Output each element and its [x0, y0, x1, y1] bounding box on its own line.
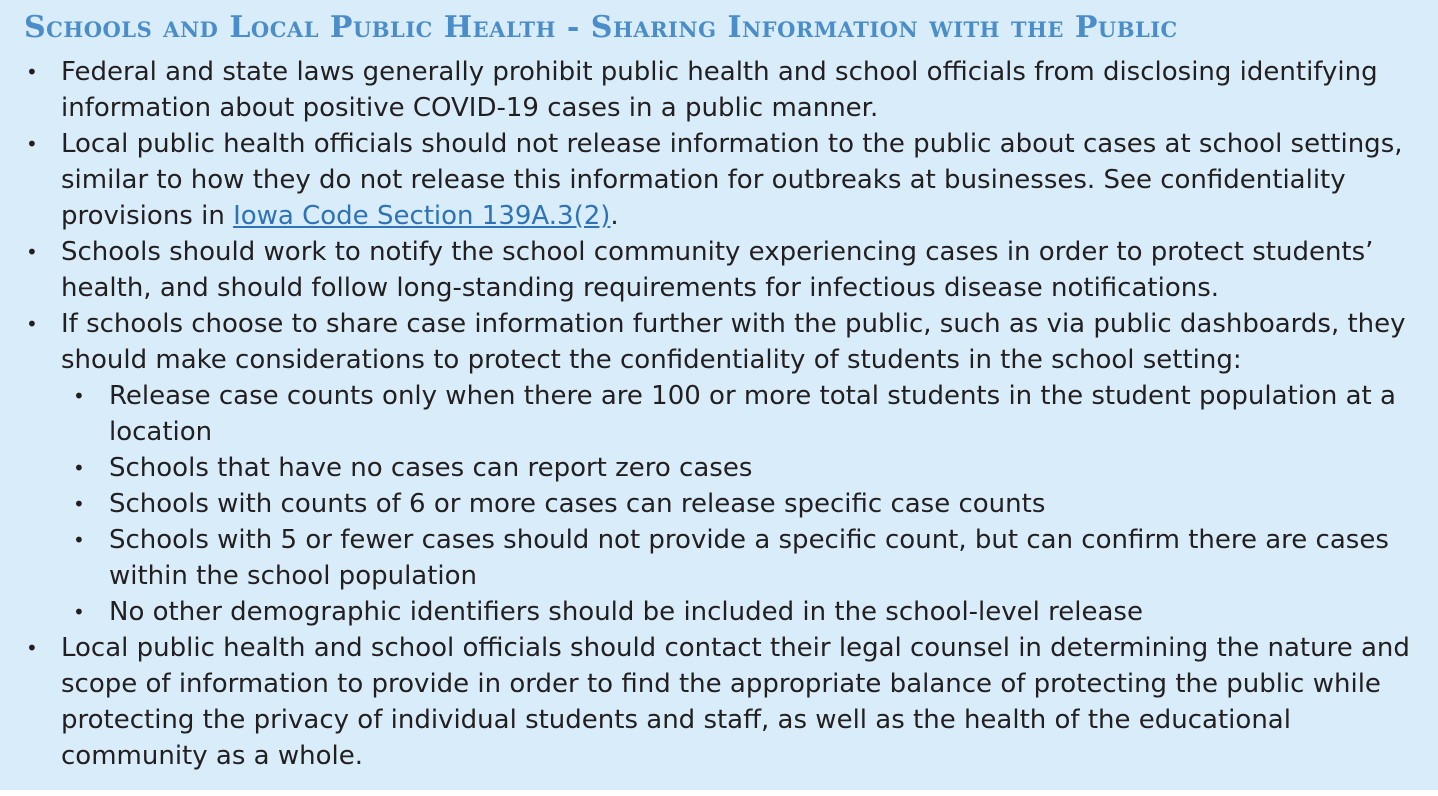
bullet-text: If schools choose to share case information further with the public, such as via public dashboards, they should make considerations to protect the confidentiality of students in the school setting: [61, 309, 1406, 375]
sub-bullet-six-or-more: • Schools with counts of 6 or more cases can release specific case counts [61, 486, 1418, 522]
bullet-text-end: . [610, 201, 619, 231]
iowa-code-link[interactable]: Iowa Code Section 139A.3(2) [233, 201, 611, 231]
bullet-list [24, 54, 1418, 774]
sub-bullet-five-or-fewer: • Schools with 5 or fewer cases should not provide a specific count, but can confirm there are cases within the school population [61, 522, 1418, 594]
bullet-laws-prohibit: • Federal and state laws generally prohibit public health and school officials from disclosing identifying information about positive COVID-19 cases in a public manner. [24, 54, 1418, 126]
bullet-local-health-release [24, 126, 1418, 234]
sub-bullet-release-counts: • Release case counts only when there are 100 or more total students in the student population at a location [61, 378, 1418, 450]
sub-bullet-list [61, 378, 1418, 630]
panel-heading: Schools and Local Public Health - Sharing Information with the Public [24, 10, 1178, 45]
sub-bullet-no-demographics: • No other demographic identifiers should be included in the school-level release [61, 594, 1418, 630]
sub-bullet-zero-cases: • Schools that have no cases can report zero cases [61, 450, 1418, 486]
bullet-legal-counsel: • Local public health and school officials should contact their legal counsel in determining the nature and scope of information to provide in order to find the appropriate balance of protecting the public while protecting the privacy of individual students and staff, as well as the health of the educational community as a whole. [24, 630, 1418, 774]
bullet-share-case-info [24, 306, 1418, 630]
bullet-notify-community: • Schools should work to notify the school community experiencing cases in order to protect students’ health, and should follow long-standing requirements for infectious disease notifications. [24, 234, 1418, 306]
bullet-text: Local public health officials should not release information to the public about cases at school settings, similar to how they do not release this information for outbreaks at businesses. See confidentiality provisions in [61, 129, 1403, 231]
